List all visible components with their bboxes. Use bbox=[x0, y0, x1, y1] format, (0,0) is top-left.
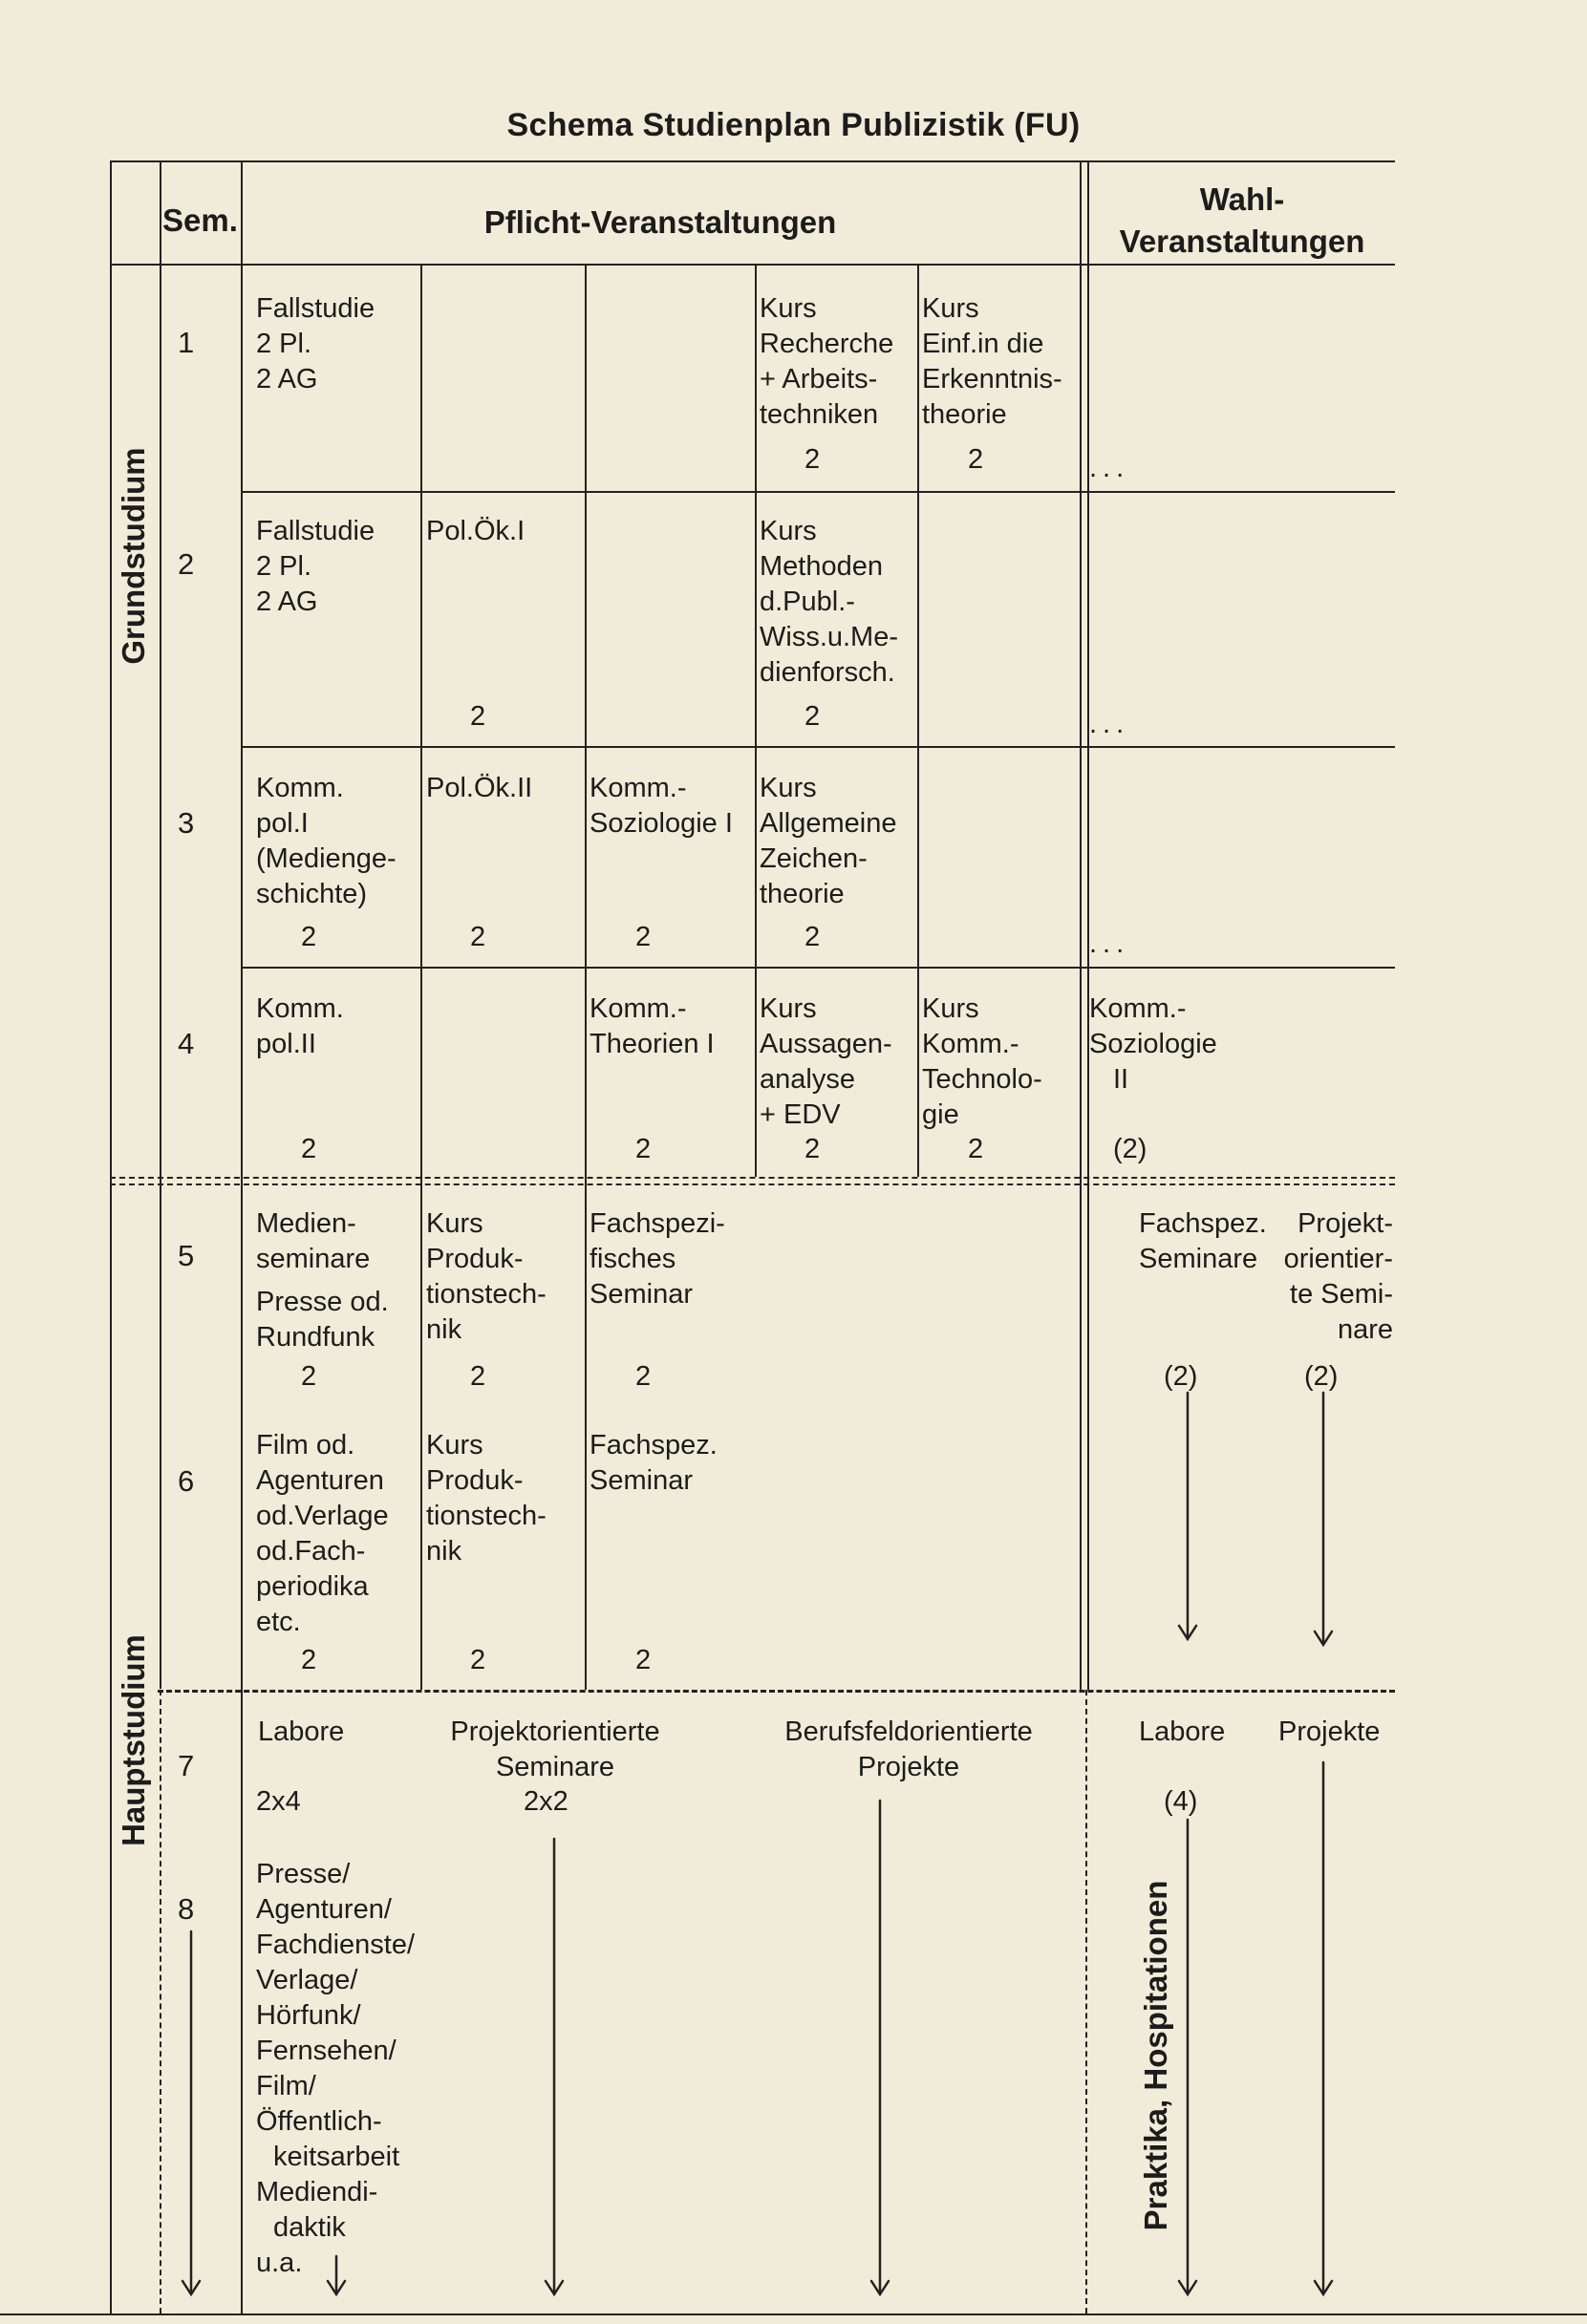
hours-value: 2 bbox=[470, 701, 486, 732]
semester-number: 1 bbox=[178, 326, 195, 359]
course-cell: Kurs Komm.- Technolo- gie bbox=[922, 993, 1042, 1130]
hours-value: 2 bbox=[470, 1645, 486, 1675]
pflicht-header: Pflicht-Veranstaltungen bbox=[483, 204, 837, 240]
course-cell: Komm.- Soziologie I bbox=[590, 773, 733, 839]
hours-value: 2 bbox=[470, 922, 486, 952]
course-cell: Kurs Produk- tionstech- nik bbox=[426, 1430, 547, 1567]
hours-value: (4) bbox=[1164, 1786, 1198, 1817]
hours-value: 2 bbox=[301, 1645, 317, 1675]
hours-value: 2 bbox=[635, 1361, 652, 1392]
hours-value: 2 bbox=[804, 701, 821, 732]
sem-header: Sem. bbox=[162, 203, 238, 238]
elective-ellipsis: ... bbox=[1089, 453, 1130, 483]
course-cell: Komm. pol.II bbox=[256, 993, 344, 1059]
hours-value: 2 bbox=[470, 1361, 486, 1392]
hours-value: 2 bbox=[968, 444, 984, 475]
course-cell: Komm.- Theorien I bbox=[590, 993, 715, 1059]
course-cell: Pol.Ök.I bbox=[426, 516, 525, 546]
praktika-label: Praktika, Hospitationen bbox=[1138, 1880, 1173, 2231]
elective-cell: Komm.- Soziologie II bbox=[1089, 993, 1217, 1095]
elective-cell: Projekt- orientier- te Semi- nare bbox=[1283, 1208, 1393, 1345]
course-cell: Fachspezi- fisches Seminar bbox=[590, 1208, 725, 1310]
semester-number: 8 bbox=[178, 1892, 195, 1926]
elective-cell: Projekte bbox=[1278, 1716, 1381, 1747]
course-cell: Kurs Produk- tionstech- nik bbox=[426, 1208, 547, 1345]
semester-number: 6 bbox=[178, 1464, 195, 1498]
course-cell: Fallstudie 2 Pl. 2 AG bbox=[256, 516, 375, 617]
semester-number: 3 bbox=[178, 806, 195, 840]
hours-value: (2) bbox=[1304, 1361, 1339, 1392]
hours-value: 2 bbox=[804, 922, 821, 952]
course-cell: Medien- seminare Presse od. Rundfunk bbox=[256, 1208, 389, 1353]
hours-value: 2 bbox=[968, 1134, 984, 1164]
course-cell: Fallstudie 2 Pl. 2 AG bbox=[256, 293, 375, 394]
course-cell: Film od. Agenturen od.Verlage od.Fach- periodika etc. bbox=[256, 1430, 389, 1637]
course-cell: Kurs Aussagen- analyse + EDV bbox=[760, 993, 892, 1130]
course-cell: Labore bbox=[258, 1716, 345, 1747]
page-title: Schema Studienplan Publizistik (FU) bbox=[506, 107, 1081, 143]
course-cell: Berufsfeldorientierte Projekte bbox=[784, 1716, 1033, 1782]
semester-number: 5 bbox=[178, 1239, 195, 1272]
hours-value: 2 bbox=[635, 922, 652, 952]
course-cell: Komm. pol.I (Medienge- schichte) bbox=[256, 773, 397, 909]
course-cell: Projektorientierte Seminare bbox=[450, 1716, 660, 1782]
hours-value: 2 bbox=[301, 1134, 317, 1164]
elective-cell: Fachspez. Seminare bbox=[1139, 1208, 1267, 1274]
hours-value: 2x4 bbox=[256, 1786, 301, 1817]
course-cell: Kurs Methoden d.Publ.- Wiss.u.Me- dienforsch. bbox=[760, 516, 898, 688]
hours-value: 2 bbox=[635, 1134, 652, 1164]
hours-value: (2) bbox=[1113, 1134, 1147, 1164]
semester-number: 7 bbox=[178, 1749, 195, 1782]
course-cell: Fachspez. Seminar bbox=[590, 1430, 718, 1496]
hours-value: 2 bbox=[301, 922, 317, 952]
hours-value: 2 bbox=[804, 1134, 821, 1164]
course-cell: Kurs Recherche + Arbeits- techniken bbox=[760, 293, 894, 430]
wahl-header-line1: Wahl- bbox=[1199, 181, 1285, 217]
course-cell: Kurs Allgemeine Zeichen- theorie bbox=[760, 773, 897, 909]
hauptstudium-label: Hauptstudium bbox=[116, 1634, 151, 1846]
hours-value: 2 bbox=[804, 444, 821, 475]
course-cell: Presse/ Agenturen/ Fachdienste/ Verlage/ Hörfunk/ Fernsehen/ Film/ Öffentlich- keitsarbeit Mediendi- daktik u.a. bbox=[256, 1859, 416, 2278]
grundstudium-label: Grundstudium bbox=[116, 447, 151, 665]
hours-value: 2 bbox=[301, 1361, 317, 1392]
hours-value: 2 bbox=[635, 1645, 652, 1675]
elective-cell: Labore bbox=[1139, 1716, 1226, 1747]
semester-number: 2 bbox=[178, 547, 195, 581]
wahl-header-line2: Veranstaltungen bbox=[1119, 224, 1365, 259]
hours-value: (2) bbox=[1164, 1361, 1198, 1392]
hours-value: 2x2 bbox=[524, 1786, 568, 1817]
semester-number: 4 bbox=[178, 1027, 195, 1060]
elective-ellipsis: ... bbox=[1089, 928, 1130, 959]
course-cell: Pol.Ök.II bbox=[426, 773, 533, 803]
elective-ellipsis: ... bbox=[1089, 709, 1130, 739]
course-cell: Kurs Einf.in die Erkenntnis- theorie bbox=[922, 293, 1062, 430]
